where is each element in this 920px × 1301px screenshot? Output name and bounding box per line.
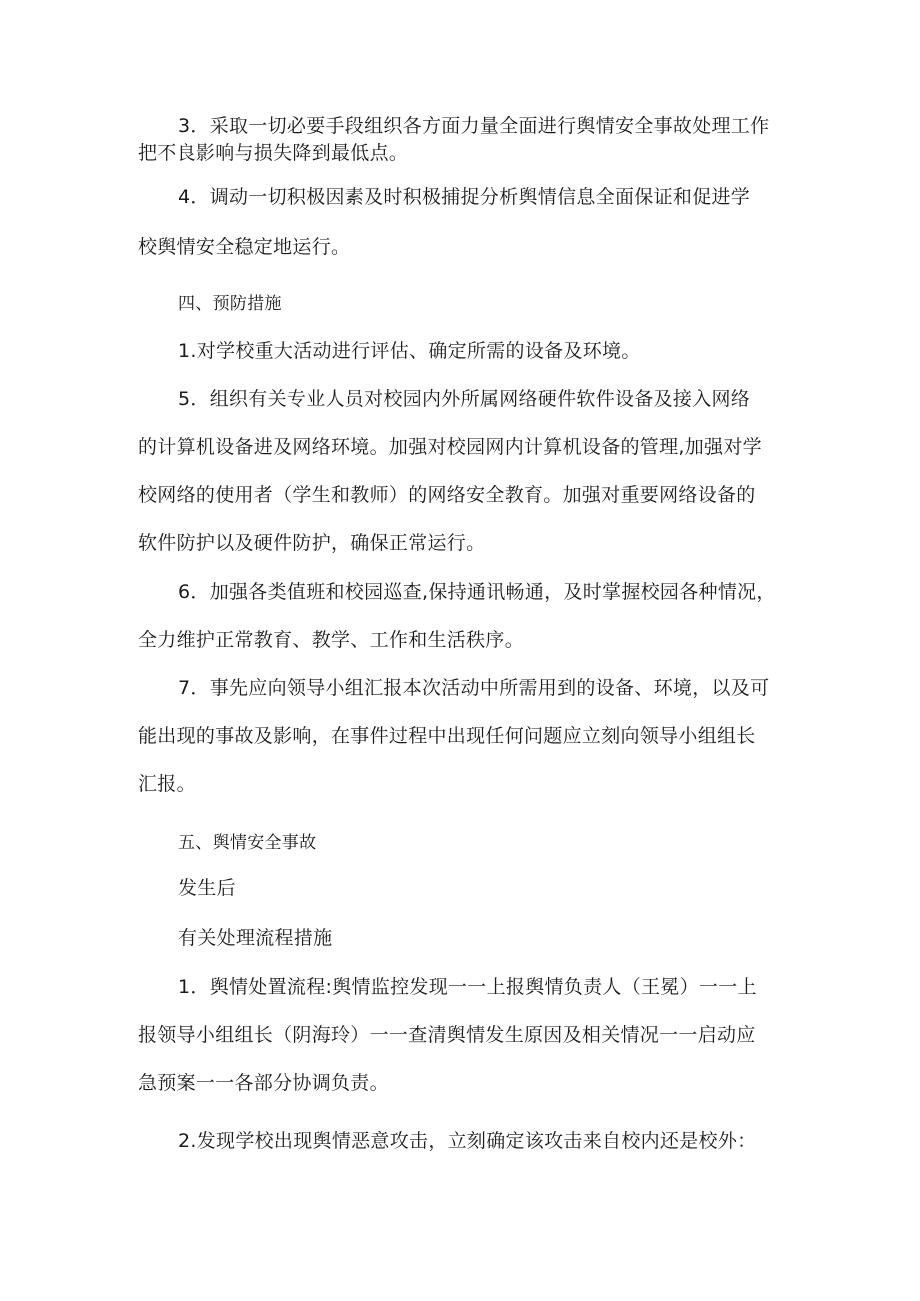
prevention-item-5-line-4: 软件防护以及硬件防护，确保正常运行。 (138, 532, 486, 554)
process-item-1-line-1: 1．舆情处置流程:舆情监控发现一一上报舆情负责人（王冕）一一上 (178, 976, 757, 998)
paragraph-3-line-1: 3．采取一切必要手段组织各方面力量全面进行舆情安全事故处理工作 (178, 115, 770, 137)
prevention-item-7-line-2: 能出现的事故及影响，在事件过程中出现任何问题应立刻向领导小组组长 (138, 725, 756, 747)
paragraph-4-line-2: 校舆情安全稳定地运行。 (138, 236, 351, 258)
process-item-1-line-3: 急预案一一各部分协调负责。 (138, 1072, 389, 1094)
section-heading-incident-cont-1: 发生后 (178, 877, 236, 899)
prevention-item-1: 1.对学校重大活动进行评估、确定所需的设备及环境。 (178, 340, 641, 362)
section-heading-prevention: 四、预防措施 (178, 294, 282, 314)
paragraph-3-line-2: 把不良影响与损失降到最低点。 (138, 142, 409, 164)
prevention-item-5-line-1: 5．组织有关专业人员对校园内外所属网络硬件软件设备及接入网络 (178, 388, 751, 410)
paragraph-4-line-1: 4．调动一切积极因素及时积极捕捉分析舆情信息全面保证和促进学 (178, 186, 751, 208)
prevention-item-7-line-1: 7．事先应向领导小组汇报本次活动中所需用到的设备、环境，以及可 (178, 677, 770, 699)
prevention-item-5-line-2: 的计算机设备进及网络环境。加强对校园网内计算机设备的管理,加强对学 (138, 436, 762, 458)
prevention-item-6-line-2: 全力维护正常教育、教学、工作和生活秩序。 (138, 629, 525, 651)
process-item-1-line-2: 报领导小组组长（阴海玲）一一查清舆情发生原因及相关情况一一启动应 (138, 1024, 756, 1046)
prevention-item-6-line-1: 6．加强各类值班和校园巡查,保持通讯畅通，及时掌握校园各种情况， (178, 581, 776, 603)
section-heading-incident-cont-2: 有关处理流程措施 (178, 927, 333, 949)
section-heading-incident: 五、舆情安全事故 (178, 833, 317, 853)
process-item-2-line-1: 2.发现学校出现舆情恶意攻击，立刻确定该攻击来自校内还是校外： (178, 1130, 757, 1152)
prevention-item-7-line-3: 汇报。 (138, 773, 196, 795)
prevention-item-5-line-3: 校网络的使用者（学生和教师）的网络安全教育。加强对重要网络设备的 (138, 484, 756, 506)
